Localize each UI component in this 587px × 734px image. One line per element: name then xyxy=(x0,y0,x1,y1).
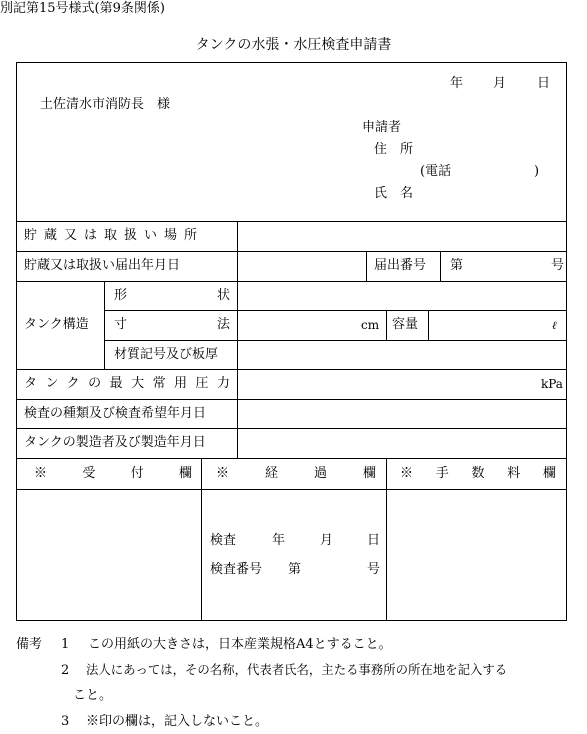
reception-header: ※ 受 付 欄 xyxy=(34,466,192,481)
col-divider xyxy=(386,310,387,340)
remark-2-line-2: こと。 xyxy=(73,688,113,703)
col-divider xyxy=(386,458,387,621)
row-divider xyxy=(16,251,567,252)
remark-3-number: 3 xyxy=(61,714,70,729)
remark-2-number: 2 xyxy=(61,663,70,678)
progress-header: ※ 経 過 欄 xyxy=(216,466,376,481)
col-divider xyxy=(201,458,202,621)
inspection-number-label: 検査番号 xyxy=(210,562,263,577)
form-id: 別記第15号様式(第9条関係) xyxy=(0,1,165,16)
max-pressure-label: タンクの最大常用圧力 xyxy=(24,376,230,391)
material-label: 材質記号及び板厚 xyxy=(114,347,219,362)
remark-2-line-1: 法人にあっては，その名称，代表者氏名，主たる事務所の所在地を記入する xyxy=(86,662,508,677)
inspection-label: 検査 xyxy=(210,533,237,548)
inspection-number-prefix: 第 xyxy=(288,562,302,577)
row-divider xyxy=(16,489,567,490)
remark-3: ※印の欄は，記入しないこと。 xyxy=(86,714,269,729)
address-label: 住 所 xyxy=(374,142,414,157)
remark-1-number: 1 xyxy=(61,637,70,652)
page-title: タンクの水張・水圧検査申請書 xyxy=(195,37,392,53)
row-divider xyxy=(16,221,567,222)
row-divider xyxy=(16,399,567,400)
inspection-day: 日 xyxy=(367,533,381,548)
date-month: 月 xyxy=(493,76,507,91)
inspection-number-suffix: 号 xyxy=(367,562,381,577)
manufacturer-label: タンクの製造者及び製造年月日 xyxy=(24,435,206,450)
remarks-label: 備考 xyxy=(16,637,43,652)
col-divider xyxy=(428,310,429,340)
number-suffix: 号 xyxy=(551,258,565,273)
row-divider xyxy=(104,340,567,341)
notification-number-label: 届出番号 xyxy=(374,258,427,273)
pressure-unit: kPa xyxy=(541,377,563,391)
col-divider xyxy=(104,281,105,369)
col-divider xyxy=(440,251,441,281)
phone-label: (電話 xyxy=(420,164,452,179)
form-table xyxy=(16,62,567,621)
number-prefix: 第 xyxy=(450,258,464,273)
storage-place-label: 貯蔵又は取扱い場所 xyxy=(24,228,205,243)
notification-date-label: 貯蔵又は取扱い届出年月日 xyxy=(24,258,181,273)
dimensions-label: 寸 法 xyxy=(114,317,230,332)
row-divider xyxy=(16,428,567,429)
date-year: 年 xyxy=(450,76,464,91)
remark-1: この用紙の大きさは，日本産業規格A4とすること。 xyxy=(88,637,392,652)
inspection-year: 年 xyxy=(272,533,286,548)
date-day: 日 xyxy=(537,76,551,91)
inspection-type-label: 検査の種類及び検査希望年月日 xyxy=(24,406,207,421)
phone-close: ) xyxy=(534,164,540,179)
row-divider xyxy=(16,281,567,282)
dimensions-unit: cm xyxy=(361,318,380,332)
row-divider xyxy=(16,458,567,459)
capacity-label: 容量 xyxy=(392,317,419,332)
fee-header: ※ 手 数 料 欄 xyxy=(400,466,556,481)
name-label: 氏 名 xyxy=(374,186,414,201)
row-divider xyxy=(16,369,567,370)
addressee: 土佐清水市消防長 様 xyxy=(40,97,171,112)
inspection-month: 月 xyxy=(320,533,334,548)
row-divider xyxy=(104,310,567,311)
col-divider xyxy=(237,221,238,458)
tank-structure-label: タンク構造 xyxy=(24,317,89,332)
shape-label: 形 状 xyxy=(114,288,230,303)
applicant-label: 申請者 xyxy=(362,120,402,135)
col-divider xyxy=(366,251,367,281)
capacity-unit: ℓ xyxy=(552,319,557,332)
